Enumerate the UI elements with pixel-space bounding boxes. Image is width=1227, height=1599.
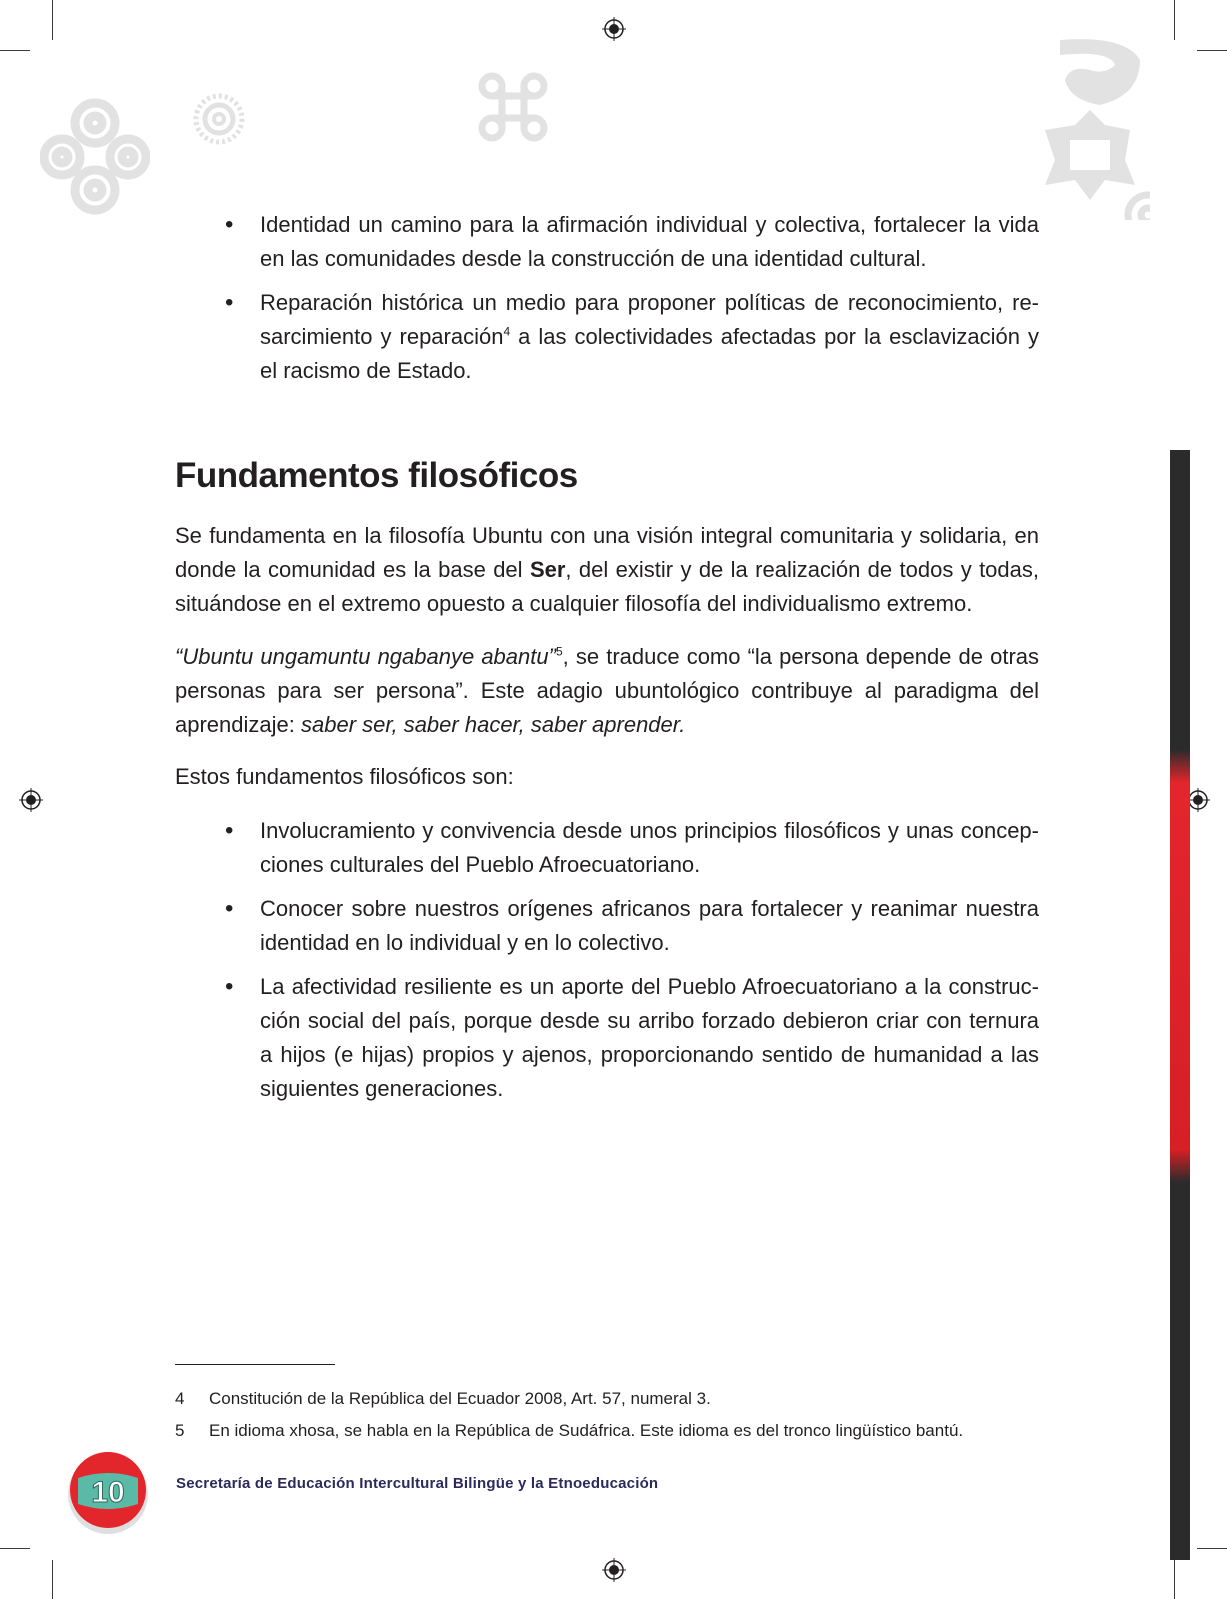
page-number-badge <box>66 1450 150 1534</box>
paragraph-1: Se fundamenta en la filosofía Ubuntu con una visión integral comunitaria y solidaria, en donde la comunidad es la base del Ser, del existir y de la realización de todos y todas, situándose en el extremo opuesto a cualquier filosofía del individualismo extremo. <box>175 523 1039 616</box>
ring-ornament-icon <box>192 92 246 146</box>
list-item: • La afectividad resiliente es un aporte del Pueblo Afroecuatoriano a la construc-ción social del país, porque desde su arribo forzado debieron criar con ternura a hijos (e hijas) propios y ajenos, proporcionando sentido de humanidad a las siguientes generaciones. <box>225 970 1039 1106</box>
footnote-ref[interactable]: 5 <box>555 644 563 659</box>
corner-ornament-icon <box>1030 35 1150 220</box>
footnote-divider <box>175 1364 335 1365</box>
spiral-ornament-icon <box>40 95 150 215</box>
list-item: • Reparación histórica un medio para proponer políticas de reconocimiento, re-sarcimiento y reparación$^4$ a las colectividades afectadas por la esclavización y el racismo de Estado. <box>225 286 1039 388</box>
principles-bullet-list <box>225 814 1039 1116</box>
registration-mark-left <box>19 788 43 812</box>
section-heading: Fundamentos filosóficos <box>175 456 578 495</box>
intro-bullet-list <box>225 208 1039 398</box>
list-item: • Involucramiento y convivencia desde unos principios filosóficos y unas concep-ciones culturales del Pueblo Afroecuatoriano. <box>225 814 1039 882</box>
footnote-ref[interactable]: 4 <box>503 324 511 339</box>
edge-color-band <box>1170 450 1190 1560</box>
paragraph-2: “Ubuntu ungamuntu ngabanye abantu”$^5$, se traduce como “la persona depende de otras personas para ser persona”. Este adagio ubuntológico contribuye al paradigma del aprendizaje: saber ser, saber hacer, saber aprender. <box>175 644 1040 737</box>
page-number: 10 <box>91 1476 125 1509</box>
paragraph-3: Estos fundamentos filosóficos son: <box>175 764 514 789</box>
knot-ornament-icon <box>478 72 548 142</box>
registration-mark-top <box>602 17 626 41</box>
list-item: • Identidad un camino para la afirmación individual y colectiva, fortalecer la vida en las comunidades desde la construcción de una identidad cultural. <box>225 208 1039 276</box>
list-item: • Conocer sobre nuestros orígenes africanos para fortalecer y reanimar nuestra identidad en lo individual y en lo colectivo. <box>225 892 1039 960</box>
registration-mark-bottom <box>602 1558 626 1582</box>
footer-publisher: Secretaría de Educación Intercultural Bilingüe y la Etnoeducación <box>176 1475 659 1492</box>
footnote-4: 4 Constitución de la República del Ecuador 2008, Art. 57, numeral 3. <box>175 1389 711 1408</box>
footnote-5: 5 En idioma xhosa, se habla en la República de Sudáfrica. Este idioma es del tronco lingüístico bantú. <box>175 1421 964 1440</box>
